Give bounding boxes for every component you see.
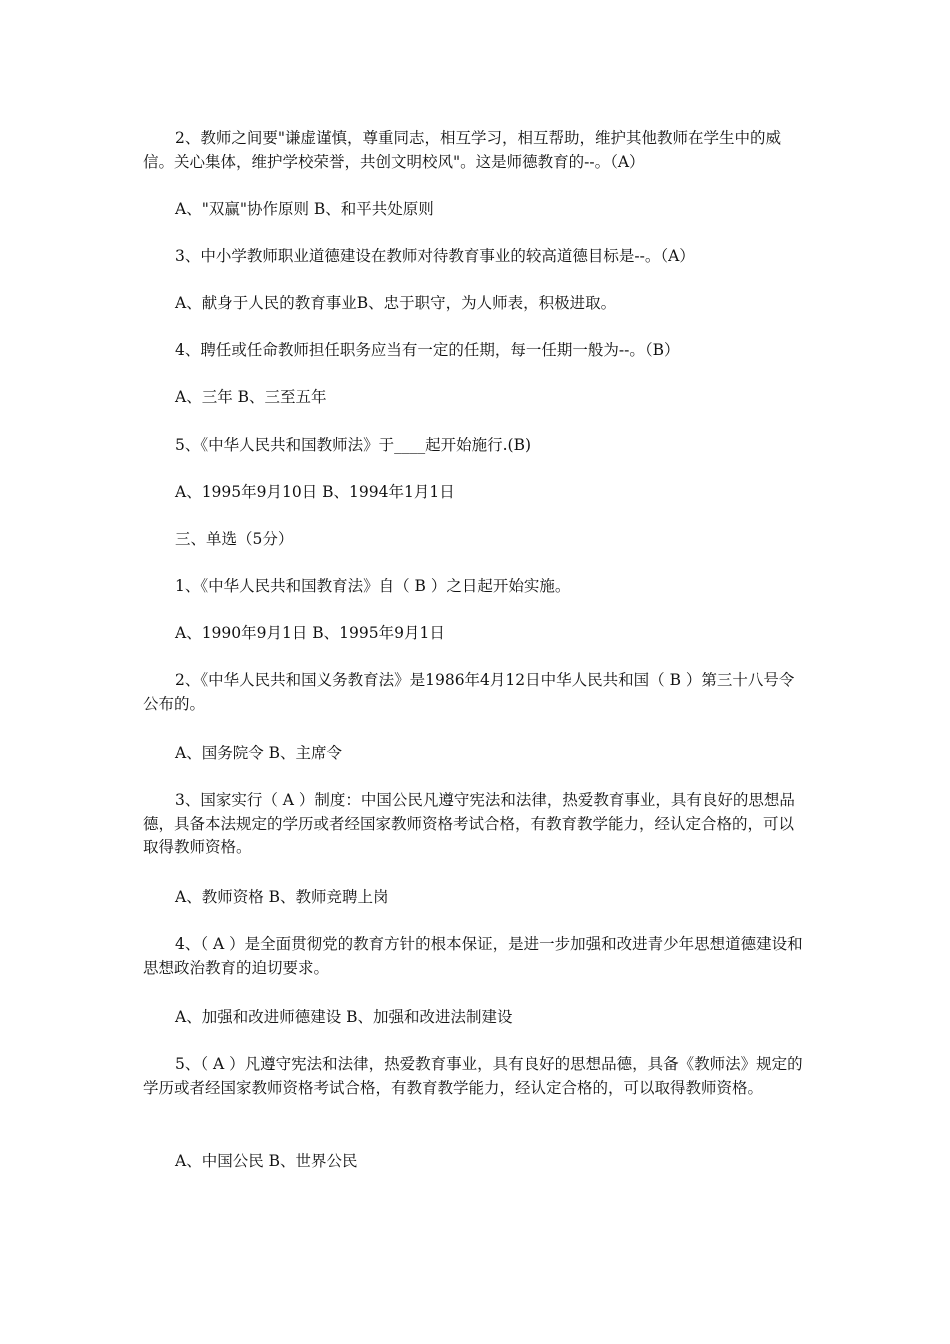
question-5-text: 5、《中华人民共和国教师法》于____起开始施行.(B): [175, 436, 532, 454]
single-choice-5-options: A、中国公民 B、世界公民: [175, 1152, 358, 1170]
question-4-options: A、三年 B、三至五年: [175, 388, 327, 406]
single-choice-2-text: 2、《中华人民共和国义务教育法》是1986年4月12日中华人民共和国（ B ）第三十八号令公布的。: [143, 671, 795, 713]
question-4-text: 4、聘任或任命教师担任职务应当有一定的任期，每一任期一般为--。（B）: [175, 341, 680, 359]
section-heading: 三、单选（5分）: [175, 530, 294, 548]
single-choice-1-text: 1、《中华人民共和国教育法》自（ B ）之日起开始实施。: [175, 577, 571, 595]
question-2-text: 2、教师之间要"谦虚谨慎，尊重同志，相互学习，相互帮助，维护其他教师在学生中的威信。关心集体，维护学校荣誉，共创文明校风"。这是师德教育的--。（A）: [143, 129, 781, 171]
question-5-options: A、1995年9月10日 B、1994年1月1日: [175, 483, 455, 501]
question-3-options: A、献身于人民的教育事业B、忠于职守，为人师表，积极进取。: [175, 294, 617, 312]
single-choice-3-options: A、教师资格 B、教师竞聘上岗: [175, 888, 389, 906]
question-3-text: 3、中小学教师职业道德建设在教师对待教育事业的较高道德目标是--。（A）: [175, 247, 695, 265]
single-choice-1-options: A、1990年9月1日 B、1995年9月1日: [175, 624, 445, 642]
single-choice-4-options: A、加强和改进师德建设 B、加强和改进法制建设: [175, 1008, 513, 1026]
single-choice-5-text: 5、（ A ）凡遵守宪法和法律，热爱教育事业，具有良好的思想品德，具备《教师法》规定的学历或者经国家教师资格考试合格，有教育教学能力，经认定合格的，可以取得教师资格。: [143, 1055, 803, 1097]
single-choice-2-options: A、国务院令 B、主席令: [175, 744, 343, 762]
single-choice-4-text: 4、（ A ）是全面贯彻党的教育方针的根本保证，是进一步加强和改进青少年思想道德建设和思想政治教育的迫切要求。: [143, 935, 803, 977]
question-2-options: A、"双赢"协作原则 B、和平共处原则: [175, 200, 434, 218]
single-choice-3-text: 3、国家实行（ A ）制度：中国公民凡遵守宪法和法律，热爱教育事业，具有良好的思想品德，具备本法规定的学历或者经国家教师资格考试合格，有教育教学能力，经认定合格的，可以取得教师资格。: [143, 791, 795, 856]
